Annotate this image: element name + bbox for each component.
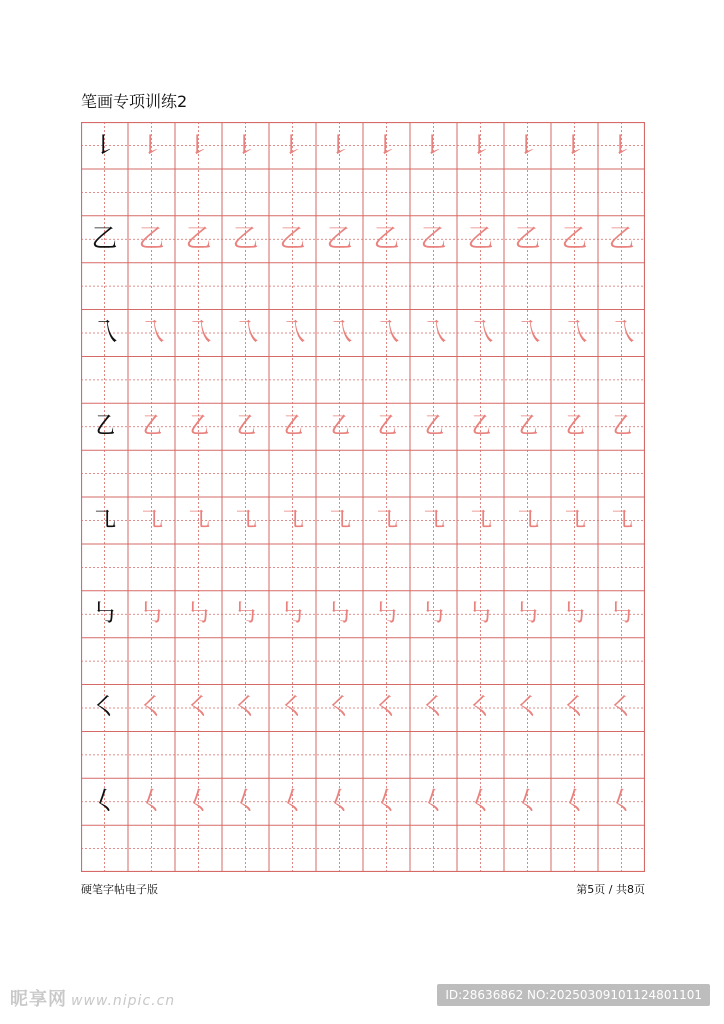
page-indicator: 第5页 / 共8页 (576, 883, 645, 896)
trace-stroke: 𡿨 (373, 786, 400, 817)
trace-stroke: ㇉ (608, 599, 635, 630)
trace-stroke: 乙 (373, 224, 400, 255)
trace-stroke: 乁 (608, 318, 635, 348)
trace-stroke: ㇙ (326, 130, 353, 161)
model-stroke: ㇛ (91, 693, 118, 723)
trace-stroke: ㇙ (514, 130, 541, 161)
trace-stroke: ㇈ (561, 505, 588, 536)
trace-stroke: ㇠ (420, 411, 447, 442)
trace-stroke: ㇈ (232, 505, 259, 536)
page-title: 笔画专项训练2 (81, 92, 188, 111)
trace-stroke: ㇙ (279, 130, 306, 161)
trace-stroke: ㇛ (232, 693, 259, 723)
trace-stroke: ㇛ (373, 693, 400, 723)
model-stroke: 乙 (91, 224, 118, 255)
watermark-id: ID:28636862 NO:20250309101124801101 (437, 984, 710, 1006)
trace-stroke: 乁 (279, 318, 306, 348)
trace-stroke: ㇙ (138, 130, 165, 161)
trace-stroke: 𡿨 (279, 786, 306, 817)
watermark-logo (10, 985, 175, 1011)
trace-stroke: 乁 (232, 318, 259, 348)
trace-stroke: ㇉ (279, 599, 306, 630)
trace-stroke: ㇠ (561, 411, 588, 442)
trace-stroke: ㇙ (185, 130, 212, 161)
model-stroke: 乁 (91, 318, 118, 348)
model-stroke: 𡿨 (91, 786, 118, 817)
trace-stroke: ㇛ (279, 693, 306, 723)
trace-stroke: ㇠ (467, 411, 494, 442)
trace-stroke: ㇉ (561, 599, 588, 630)
trace-stroke: 𡿨 (467, 786, 494, 817)
trace-stroke: ㇠ (232, 411, 259, 442)
trace-stroke: ㇛ (514, 693, 541, 723)
trace-stroke: ㇙ (561, 130, 588, 161)
trace-stroke: ㇛ (185, 693, 212, 723)
trace-stroke: 𡿨 (232, 786, 259, 817)
trace-stroke: ㇈ (467, 505, 494, 536)
trace-stroke: 乙 (185, 224, 212, 255)
trace-stroke: ㇉ (185, 599, 212, 630)
trace-stroke: 乙 (232, 224, 259, 255)
trace-stroke: ㇈ (514, 505, 541, 536)
trace-stroke: ㇈ (420, 505, 447, 536)
trace-stroke: 乁 (138, 318, 165, 348)
trace-stroke: 𡿨 (514, 786, 541, 817)
trace-stroke: 乙 (279, 224, 306, 255)
trace-stroke: ㇈ (138, 505, 165, 536)
trace-stroke: ㇙ (420, 130, 447, 161)
trace-stroke: ㇈ (279, 505, 306, 536)
trace-stroke: ㇉ (232, 599, 259, 630)
trace-stroke: 乁 (514, 318, 541, 348)
trace-stroke: 乙 (561, 224, 588, 255)
trace-stroke: ㇉ (373, 599, 400, 630)
trace-stroke: ㇙ (232, 130, 259, 161)
trace-stroke: 乙 (514, 224, 541, 255)
trace-stroke: ㇛ (561, 693, 588, 723)
trace-stroke: 𡿨 (420, 786, 447, 817)
trace-stroke: 乙 (138, 224, 165, 255)
model-stroke: ㇉ (91, 599, 118, 630)
trace-stroke: ㇠ (326, 411, 353, 442)
trace-stroke: ㇠ (279, 411, 306, 442)
trace-stroke: 乙 (326, 224, 353, 255)
trace-stroke: ㇛ (420, 693, 447, 723)
trace-stroke: ㇈ (608, 505, 635, 536)
trace-stroke: 乙 (467, 224, 494, 255)
trace-stroke: ㇈ (326, 505, 353, 536)
trace-stroke: ㇠ (185, 411, 212, 442)
trace-stroke: ㇙ (467, 130, 494, 161)
trace-stroke: 乁 (420, 318, 447, 348)
trace-stroke: ㇛ (608, 693, 635, 723)
trace-stroke: 乁 (326, 318, 353, 348)
model-stroke: ㇙ (91, 130, 118, 161)
practice-grid (81, 122, 645, 872)
trace-stroke: 𡿨 (138, 786, 165, 817)
trace-stroke: 乁 (373, 318, 400, 348)
model-stroke: ㇈ (91, 505, 118, 536)
trace-stroke: 乁 (185, 318, 212, 348)
trace-stroke: ㇙ (373, 130, 400, 161)
trace-stroke: ㇈ (185, 505, 212, 536)
trace-stroke: 𡿨 (561, 786, 588, 817)
trace-stroke: ㇠ (514, 411, 541, 442)
trace-stroke: ㇠ (608, 411, 635, 442)
trace-stroke: ㇉ (138, 599, 165, 630)
trace-stroke: 乙 (420, 224, 447, 255)
trace-stroke: ㇉ (467, 599, 494, 630)
trace-stroke: ㇛ (326, 693, 353, 723)
watermark-url: www.nipic.cn (71, 993, 176, 1009)
trace-stroke: ㇛ (138, 693, 165, 723)
trace-stroke: ㇠ (138, 411, 165, 442)
watermark-brand: 昵享网 (10, 989, 67, 1010)
footer-label: 硬笔字帖电子版 (81, 883, 158, 896)
trace-stroke: ㇙ (608, 130, 635, 161)
model-stroke: ㇠ (91, 411, 118, 442)
trace-stroke: 𡿨 (608, 786, 635, 817)
trace-stroke: ㇉ (514, 599, 541, 630)
trace-stroke: ㇛ (467, 693, 494, 723)
trace-stroke: ㇈ (373, 505, 400, 536)
trace-stroke: ㇉ (420, 599, 447, 630)
trace-stroke: 乁 (561, 318, 588, 348)
trace-stroke: 乁 (467, 318, 494, 348)
trace-stroke: 乙 (608, 224, 635, 255)
trace-stroke: ㇉ (326, 599, 353, 630)
trace-stroke: 𡿨 (185, 786, 212, 817)
trace-stroke: 𡿨 (326, 786, 353, 817)
trace-stroke: ㇠ (373, 411, 400, 442)
